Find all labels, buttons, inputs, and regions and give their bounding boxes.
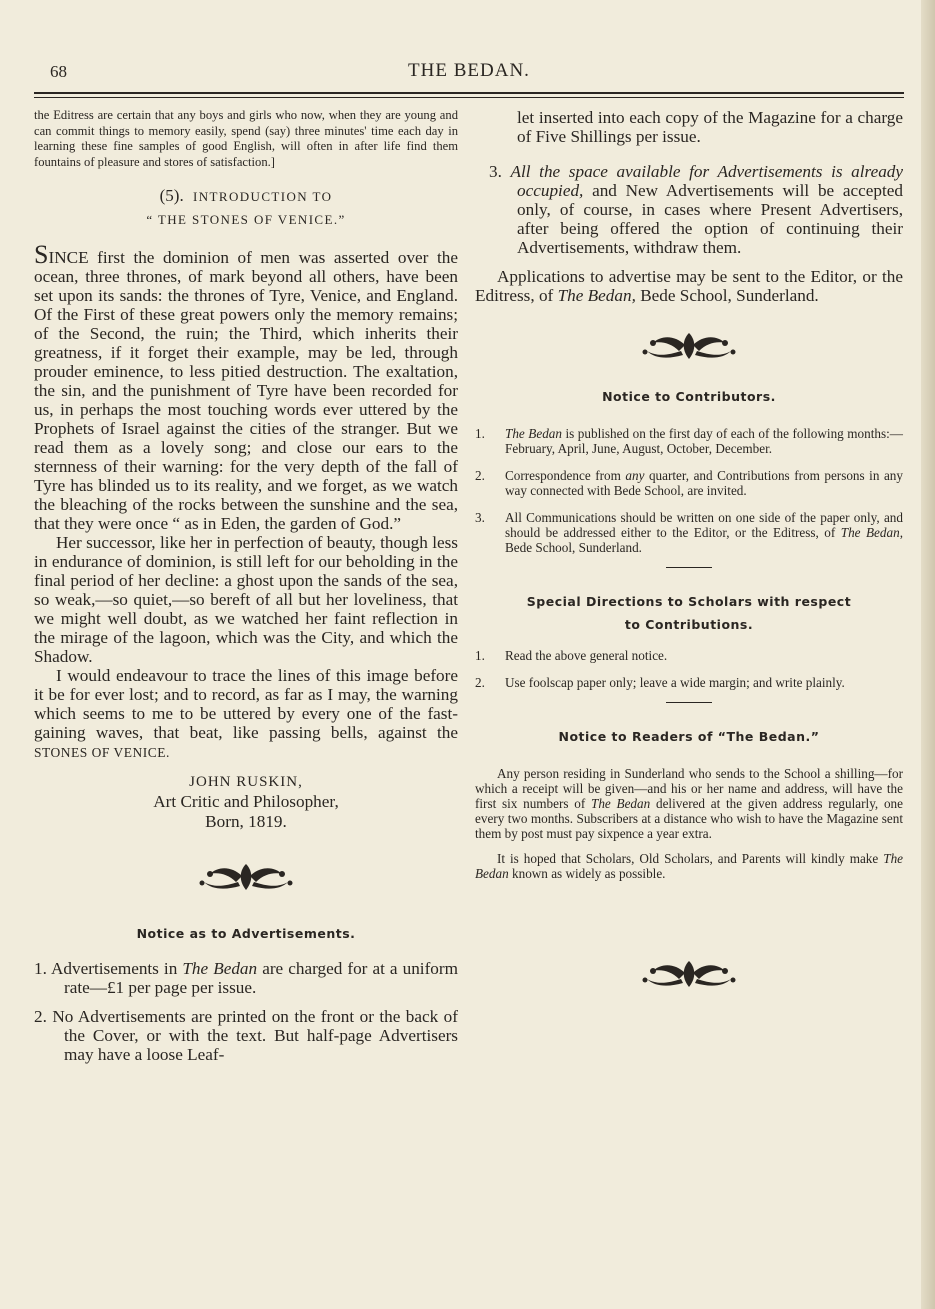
advertisement-item-3-text: and New Advertisements will be accepted only, of course, in cases where Present Advertisers, after being offered the option of continuing their Advertisements, withdraw them. <box>517 181 903 257</box>
list-item <box>475 675 903 690</box>
section-title-line2: “ THE STONES OF VENICE.” <box>146 212 346 227</box>
advertisement-item-3 <box>475 162 903 257</box>
advertisements-heading: Notice as to Advertisements. <box>136 926 356 941</box>
list-item <box>475 426 903 456</box>
advertisement-item-1-text-a: Advertisements in <box>51 959 178 978</box>
advertisement-item-2-continued: let inserted into each copy of the Magazine for a charge of Five Shillings per issue. <box>517 108 903 146</box>
list-item-text: quarter, and Contributions from persons in any way connected with Bede School, are invited. <box>505 468 903 498</box>
stones-of-venice-smallcaps: STONES OF VENICE. <box>34 745 170 760</box>
advertisement-item-3-number: 3. <box>489 162 502 181</box>
ruskin-paragraph-2: Her successor, like her in perfection of beauty, though less in endurance of dominion, is still left for our beholding in the final period of her decline: a ghost upon the sands of the sea, so weak,—so quiet,—so bereft of all but her loveliness, that we might well doubt, as we watched her faint reflection in the mirage of the lagoon, which was the City, and which the Shadow. <box>34 533 458 666</box>
list-item-text: is published on the first day of each of the following months:—February, April, June, August, October, December. <box>505 426 903 456</box>
list-item-text: , Bede School, Sunderland. <box>505 525 903 555</box>
header-rule-thin <box>34 97 904 98</box>
readers-paragraph-1 <box>475 766 903 841</box>
ruskin-paragraph-3 <box>34 666 458 762</box>
section-divider <box>666 567 712 568</box>
author-born: Born, 1819. <box>205 812 287 831</box>
bedan-title-italic: The Bedan <box>182 959 258 978</box>
advertisement-item-2-number: 2. <box>34 1007 47 1026</box>
readers-text-b: delivered at the given address regularly, one every two months. Subscribers at a distance who wish to have the Magazine sent them by post must pay sixpence a year extra. <box>475 796 904 841</box>
left-column <box>34 108 458 1064</box>
special-directions-heading: Special Directions to Scholars with respect <box>526 594 852 609</box>
readers-text-a: Any person residing in Sunderland who sends to the School a shilling—for which a receipt will be given—and his or her name and address, will have the first six numbers of <box>475 766 903 811</box>
author-name: JOHN RUSKIN, <box>189 774 303 790</box>
drop-cap: S <box>34 240 49 269</box>
special-directions-list <box>475 648 903 690</box>
ornament-icon <box>639 325 739 365</box>
ornament-icon <box>639 953 739 993</box>
list-item-italic: any <box>625 468 645 483</box>
readers-bedan-title-2: The Bedan <box>475 851 904 881</box>
advertisement-item-2 <box>34 1007 458 1064</box>
list-item-number: 3. <box>475 510 485 525</box>
ruskin-paragraph-1-text: INCE first the dominion of men was asserted over the ocean, three thrones, of mark beyond all others, have been set upon its sands: the thrones of Tyre, Venice, and England. Of the First of these great powers only the memory remains; of the Second, the ruin; the Third, which inherits their greatness, if it forget their example, may be led, through prouder eminence, to less pitied destruction. The exaltation, the sin, and the punishment of Tyre have been recorded for us, in perhaps the most touching words ever uttered by the Prophets of Israel against the cities of the stranger. But we read them as a lovely song; and close our ears to the sternness of their warning: for the very depth of the fall of Tyre has blinded us to its reality, and we forget, as we watch the bleaching of the rocks between the sunshine and the sea, that they were once “ as in Eden, the garden of God.” <box>34 248 458 533</box>
readers-text-c: It is hoped that Scholars, Old Scholars, and Parents will kindly make <box>497 851 879 866</box>
header-rule-thick <box>34 92 904 94</box>
readers-text-d: known as widely as possible. <box>512 866 666 881</box>
list-item-italic: The Bedan <box>505 426 562 441</box>
special-directions-heading-line2: to Contributions. <box>624 617 754 632</box>
section-divider <box>666 702 712 703</box>
list-item-italic: The Bedan <box>840 525 900 540</box>
author-signature <box>34 772 458 832</box>
list-item <box>475 648 903 663</box>
section-title-line1: INTRODUCTION TO <box>193 189 333 204</box>
advertisement-item-1-number: 1. <box>34 959 47 978</box>
section-heading <box>34 186 458 228</box>
list-item-text: Use foolscap paper only; leave a wide margin; and write plainly. <box>505 675 845 690</box>
readers-heading: Notice to Readers of “The Bedan.” <box>558 729 820 744</box>
author-role: Art Critic and Philosopher, <box>153 792 339 811</box>
ruskin-paragraph-1 <box>34 240 458 533</box>
list-item-number: 2. <box>475 675 485 690</box>
intro-note: the Editress are certain that any boys and girls who now, when they are young and can commit things to memory easily, spend (say) three minutes' time each day in learning these fine samples of good English, will often in after life find them fountains of pleasure and stores of satisfaction.] <box>34 108 458 169</box>
list-item-number: 1. <box>475 426 485 441</box>
list-item-number: 1. <box>475 648 485 663</box>
right-column <box>475 108 903 993</box>
contributors-list <box>475 426 903 555</box>
page-number: 68 <box>50 62 67 81</box>
advertisement-item-2-text: No Advertisements are printed on the front or the back of the Cover, or with the text. But half-page Advertisers may have a loose Leaf- <box>52 1007 459 1064</box>
applications-text-a: Applications to advertise may be sent to the Editor, or the Editress, of <box>475 267 903 305</box>
ruskin-paragraph-3-text: I would endeavour to trace the lines of this image before it be for ever lost; and to record, as far as I may, the warning which seems to me to be uttered by every one of the fast-gaining waves, that beat, like passing bells, against the <box>34 666 458 742</box>
applications-bedan-title: The Bedan, <box>557 286 636 305</box>
page-header <box>34 58 904 88</box>
list-item <box>475 468 903 498</box>
applications-text-b: Bede School, Sunderland. <box>640 286 819 305</box>
list-item <box>475 510 903 555</box>
contributors-heading: Notice to Contributors. <box>602 389 776 404</box>
advertisement-item-1-text-b: are charged for at a uniform rate—£1 per page per issue. <box>64 959 458 997</box>
applications-paragraph <box>475 267 903 305</box>
list-item-text: Read the above general notice. <box>505 648 668 663</box>
section-number: (5). <box>159 186 184 205</box>
advertisement-item-1 <box>34 959 458 997</box>
readers-bedan-title: The Bedan <box>591 796 651 811</box>
readers-paragraph-2 <box>475 851 903 881</box>
journal-title: THE BEDAN. <box>408 60 530 81</box>
list-item-number: 2. <box>475 468 485 483</box>
advertisement-item-3-italic: All the space available for Advertisements is already occupied, <box>510 162 904 200</box>
list-item-text: Correspondence from <box>505 468 626 483</box>
list-item-text: All Communications should be written on one side of the paper only, and should be addressed either to the Editor, or the Editress, of <box>505 510 903 540</box>
ornament-icon <box>196 856 296 896</box>
page-edge <box>921 0 935 1309</box>
